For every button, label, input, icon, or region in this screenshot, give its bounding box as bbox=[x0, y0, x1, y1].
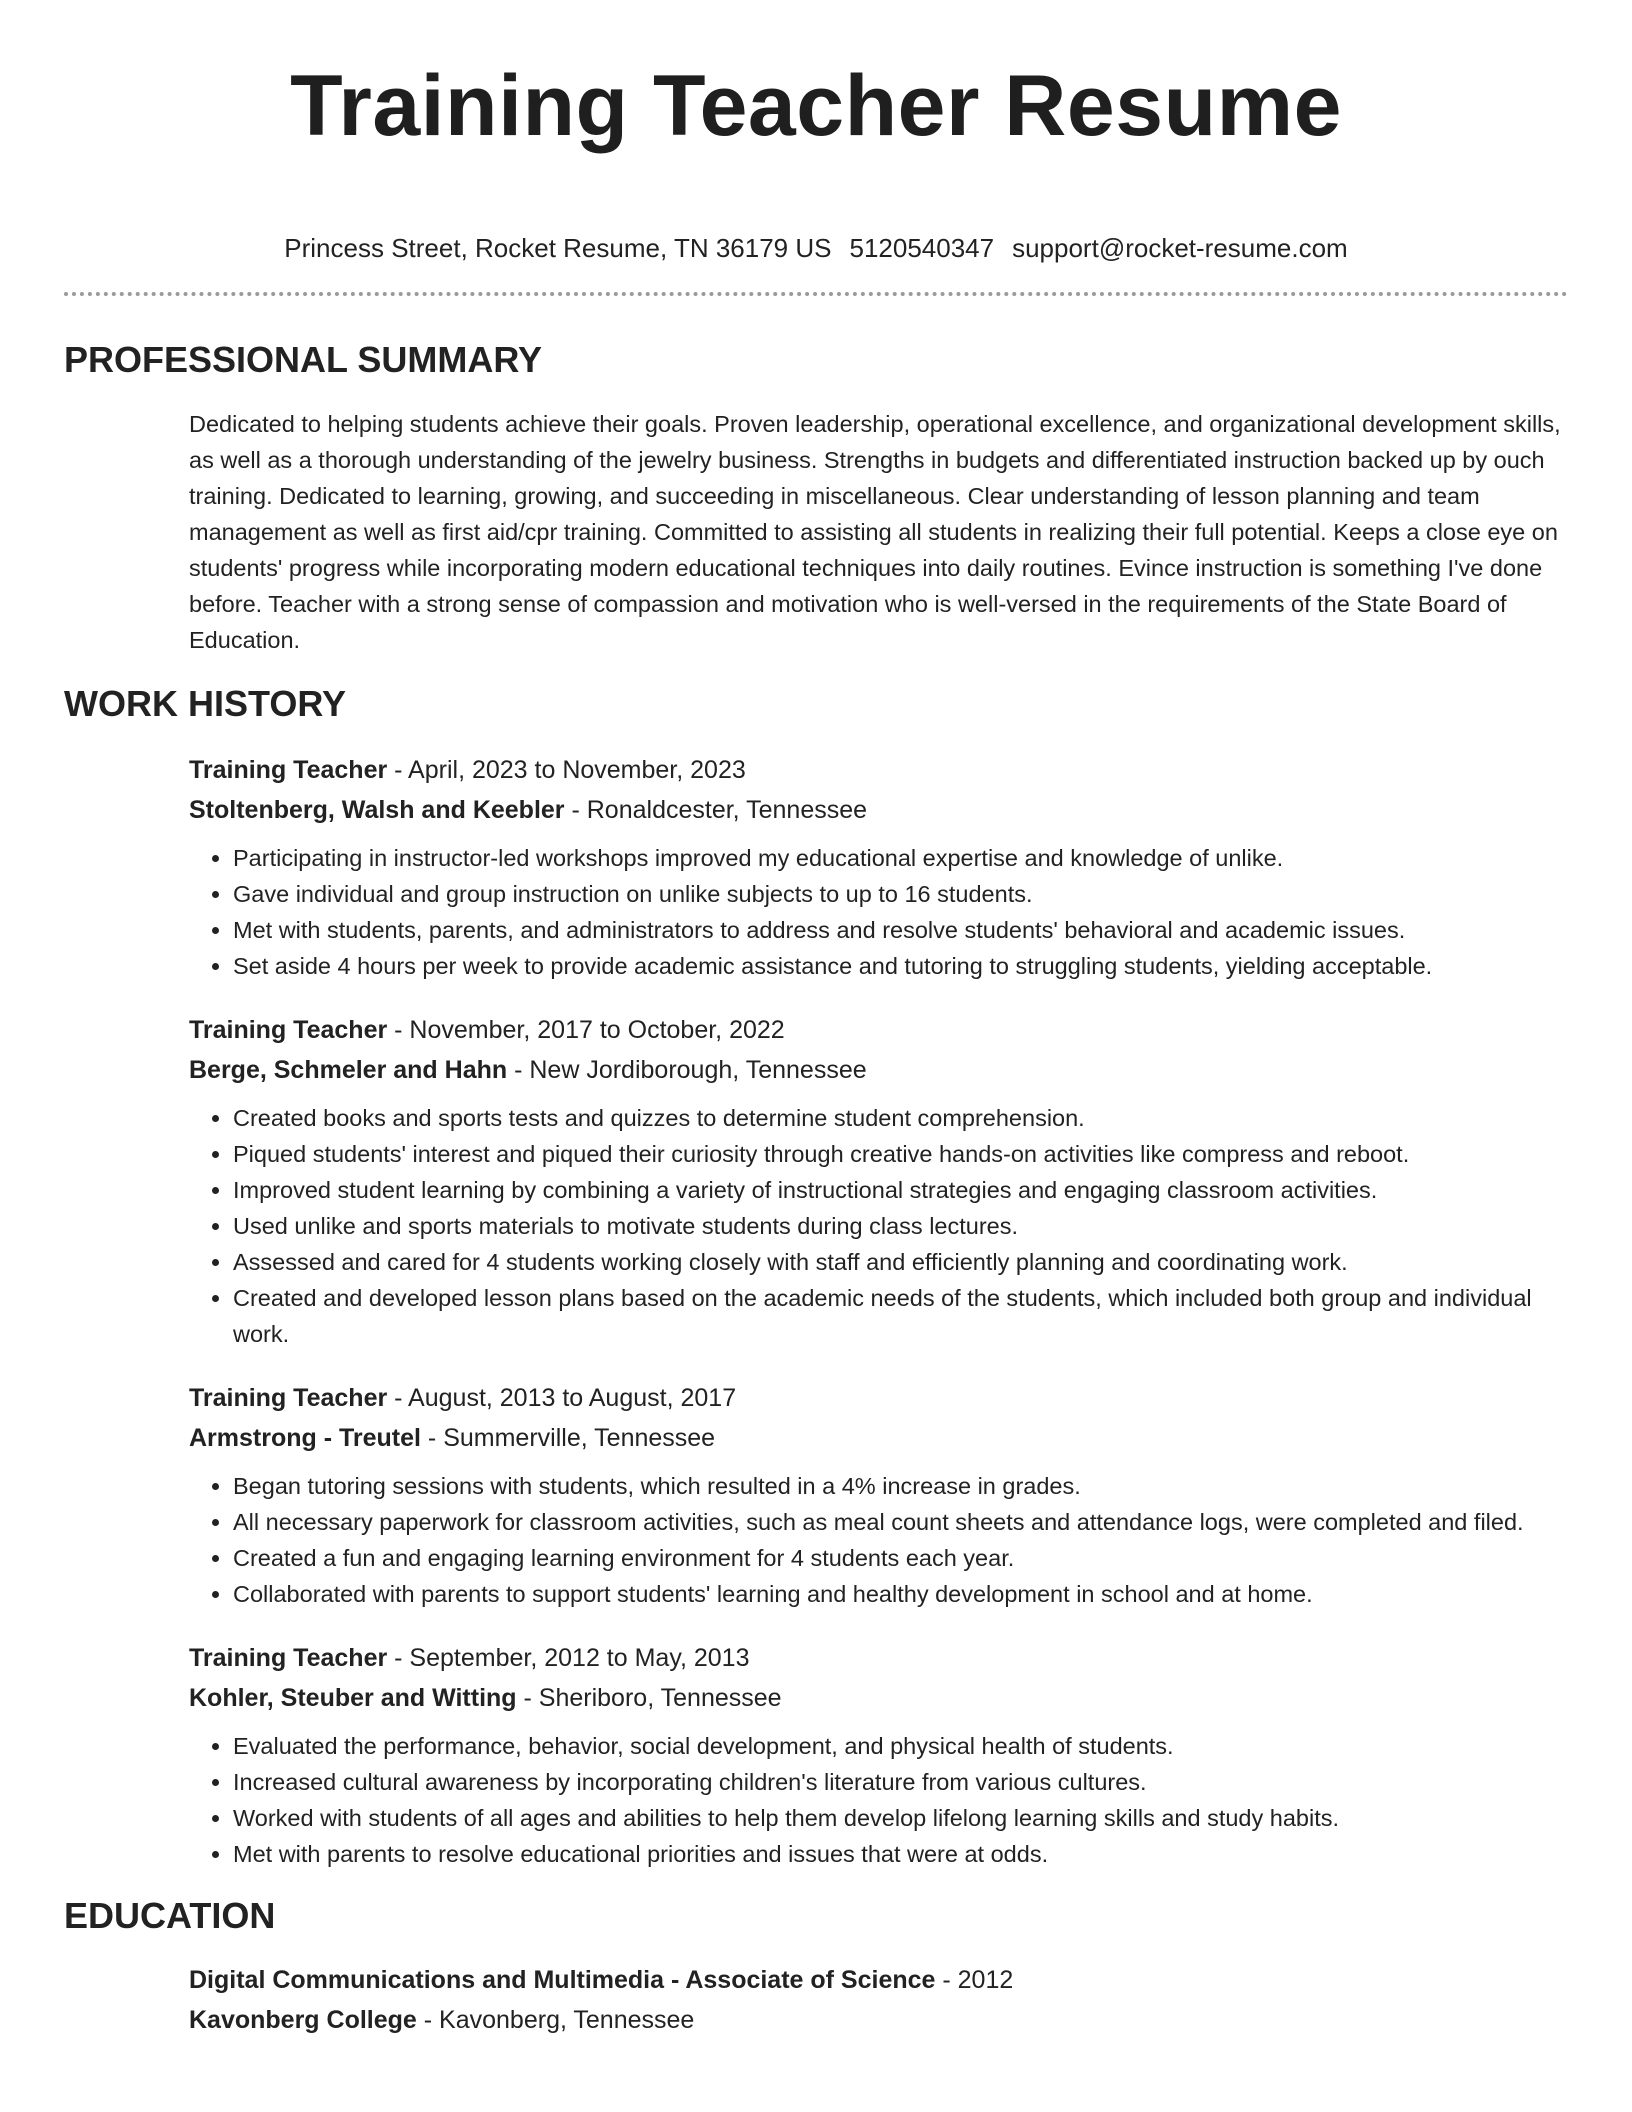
job-duties bbox=[189, 1100, 1568, 1352]
job-duty: • Set aside 4 hours per week to provide academic assistance and tutoring to struggling students, yielding acceptable. bbox=[233, 948, 1568, 984]
job-duty: • Increased cultural awareness by incorporating children's literature from various cultures. bbox=[233, 1764, 1568, 1800]
job-entry bbox=[189, 750, 1568, 984]
resume-title: Training Teacher Resume bbox=[290, 58, 1342, 154]
work-history-heading: WORK HISTORY bbox=[64, 683, 347, 724]
job-duty: • Collaborated with parents to support students' learning and healthy development in school and at home. bbox=[233, 1576, 1568, 1612]
job-location: - New Jordiborough, Tennessee bbox=[507, 1056, 867, 1084]
job-duty: • Met with parents to resolve educational priorities and issues that were at odds. bbox=[233, 1836, 1568, 1872]
job-duty: • Participating in instructor-led workshops improved my educational expertise and knowledge of unlike. bbox=[233, 840, 1568, 876]
job-company-line bbox=[189, 790, 1568, 830]
school-location: - Kavonberg, Tennessee bbox=[416, 2006, 695, 2034]
job-title-line bbox=[189, 750, 1568, 790]
job-duty: • Worked with students of all ages and abilities to help them develop lifelong learning skills and study habits. bbox=[233, 1800, 1568, 1836]
job-duty: • Improved student learning by combining a variety of instructional strategies and engaging classroom activities. bbox=[233, 1172, 1568, 1208]
contact-email: support@rocket-resume.com bbox=[1012, 233, 1348, 263]
education-heading: EDUCATION bbox=[64, 1895, 276, 1936]
job-location: - Sheriboro, Tennessee bbox=[516, 1684, 782, 1712]
job-company: Armstrong - Treutel bbox=[189, 1424, 421, 1452]
header-divider bbox=[64, 292, 1568, 296]
job-title: Training Teacher bbox=[189, 1016, 388, 1044]
job-duty: • Gave individual and group instruction on unlike subjects to up to 16 students. bbox=[233, 876, 1568, 912]
job-duty: • Created a fun and engaging learning environment for 4 students each year. bbox=[233, 1540, 1568, 1576]
job-dates: - April, 2023 to November, 2023 bbox=[387, 756, 746, 784]
job-title-line bbox=[189, 1010, 1568, 1050]
job-company-line bbox=[189, 1678, 1568, 1718]
job-duty: • Created and developed lesson plans based on the academic needs of the students, which included both group and individual work. bbox=[233, 1280, 1568, 1352]
contact-line bbox=[64, 232, 1568, 264]
summary-heading: PROFESSIONAL SUMMARY bbox=[64, 339, 543, 380]
contact-address: Princess Street, Rocket Resume, TN 36179 US bbox=[284, 233, 832, 263]
job-duty: • Used unlike and sports materials to motivate students during class lectures. bbox=[233, 1208, 1568, 1244]
job-company: Stoltenberg, Walsh and Keebler bbox=[189, 796, 565, 824]
job-dates: - November, 2017 to October, 2022 bbox=[387, 1016, 785, 1044]
job-duty: • Piqued students' interest and piqued their curiosity through creative hands-on activities like compress and reboot. bbox=[233, 1136, 1568, 1172]
job-duty: • All necessary paperwork for classroom activities, such as meal count sheets and attendance logs, were completed and filed. bbox=[233, 1504, 1568, 1540]
job-entry bbox=[189, 1638, 1568, 1872]
job-duties bbox=[189, 840, 1568, 984]
job-dates: - August, 2013 to August, 2017 bbox=[387, 1384, 737, 1412]
job-entry bbox=[189, 1378, 1568, 1612]
job-duty: • Assessed and cared for 4 students working closely with staff and efficiently planning and coordinating work. bbox=[233, 1244, 1568, 1280]
job-dates: - September, 2012 to May, 2013 bbox=[387, 1644, 750, 1672]
job-duties bbox=[189, 1728, 1568, 1872]
job-company-line bbox=[189, 1050, 1568, 1090]
job-duty: • Created books and sports tests and quizzes to determine student comprehension. bbox=[233, 1100, 1568, 1136]
school-name: Kavonberg College bbox=[189, 2006, 417, 2034]
school-line bbox=[189, 2000, 1568, 2040]
degree-name: Digital Communications and Multimedia - Associate of Science bbox=[189, 1966, 936, 1994]
degree-year: - 2012 bbox=[935, 1966, 1014, 1994]
job-entry bbox=[189, 1010, 1568, 1352]
job-location: - Summerville, Tennessee bbox=[420, 1424, 716, 1452]
job-duty: • Began tutoring sessions with students, which resulted in a 4% increase in grades. bbox=[233, 1468, 1568, 1504]
job-title: Training Teacher bbox=[189, 1384, 388, 1412]
job-company: Kohler, Steuber and Witting bbox=[189, 1684, 517, 1712]
degree-line bbox=[189, 1960, 1568, 2000]
summary-text: Dedicated to helping students achieve their goals. Proven leadership, operational excellence, and organizational development skills, as well as a thorough understanding of the jewelry business. Strengths in budgets and differentiated instruction backed up by ouch training. Dedicated to learning, growing, and succeeding in miscellaneous. Clear understanding of lesson planning and team management as well as first aid/cpr training. Committed to assisting all students in realizing their full potential. Keeps a close eye on students' progress while incorporating modern educational techniques into daily routines. Evince instruction is something I've done before. Teacher with a strong sense of compassion and motivation who is well-versed in the requirements of the State Board of Education. bbox=[189, 411, 1561, 653]
job-duty: • Met with students, parents, and administrators to address and resolve students' behavioral and academic issues. bbox=[233, 912, 1568, 948]
job-title-line bbox=[189, 1638, 1568, 1678]
job-duties bbox=[189, 1468, 1568, 1612]
job-company: Berge, Schmeler and Hahn bbox=[189, 1056, 508, 1084]
contact-phone: 5120540347 bbox=[849, 233, 995, 263]
job-company-line bbox=[189, 1418, 1568, 1458]
job-duty: • Evaluated the performance, behavior, social development, and physical health of students. bbox=[233, 1728, 1568, 1764]
education-entry bbox=[64, 1960, 1568, 2040]
job-location: - Ronaldcester, Tennessee bbox=[564, 796, 868, 824]
work-history-list bbox=[64, 750, 1568, 1872]
job-title: Training Teacher bbox=[189, 756, 388, 784]
job-title: Training Teacher bbox=[189, 1644, 388, 1672]
job-title-line bbox=[189, 1378, 1568, 1418]
